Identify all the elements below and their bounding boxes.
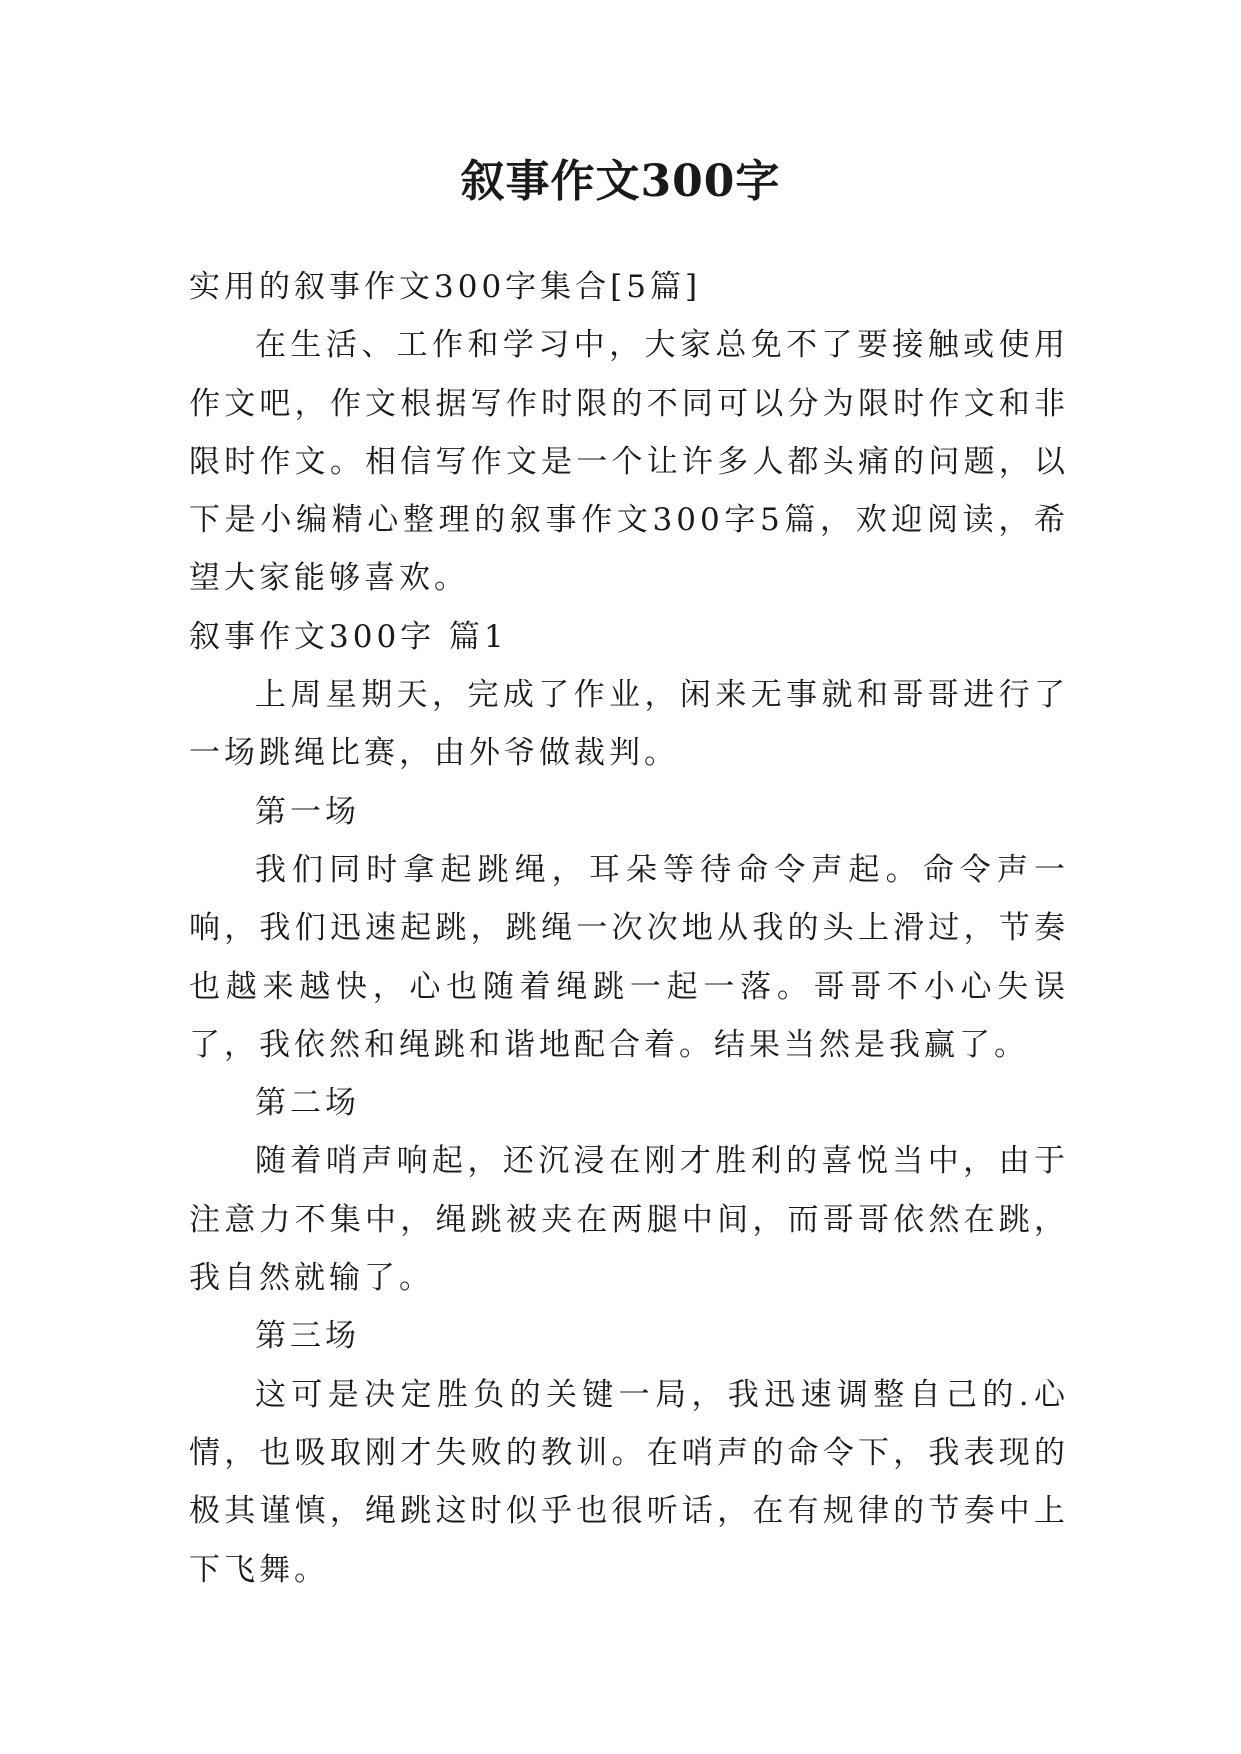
document-title: 叙事作文300字 (460, 156, 781, 207)
round-heading-2: 第二场 (255, 1085, 360, 1122)
essay-paragraph: 这可是决定胜负的关键一局，我迅速调整自己的.心情，也吸取刚才失败的教训。在哨声的命令下，我表现的极其谨慎，绳跳这时似乎也很听话，在有规律的节奏中上下飞舞。 (189, 1376, 1069, 1588)
essay-heading: 叙事作文300字 篇1 (189, 618, 508, 655)
essay-paragraph: 上周星期天，完成了作业，闲来无事就和哥哥进行了一场跳绳比赛，由外爷做裁判。 (189, 677, 1069, 772)
round-heading-3: 第三场 (255, 1318, 360, 1355)
round-heading-1: 第一场 (255, 793, 360, 830)
essay-paragraph: 随着哨声响起，还沉浸在刚才胜利的喜悦当中，由于注意力不集中，绳跳被夹在两腿中间，而哥哥依然在跳，我自然就输了。 (189, 1143, 1069, 1297)
document-body (189, 258, 1069, 1599)
collection-heading: 实用的叙事作文300字集合[5篇] (189, 269, 702, 305)
intro-paragraph: 在生活、工作和学习中，大家总免不了要接触或使用作文吧，作文根据写作时限的不同可以分为限时作文和非限时作文。相信写作文是一个让许多人都头痛的问题，以下是小编精心整理的叙事作文300字5篇，欢迎阅读，希望大家能够喜欢。 (189, 327, 1069, 597)
essay-paragraph: 我们同时拿起跳绳，耳朵等待命令声起。命令声一响，我们迅速起跳，跳绳一次次地从我的头上滑过，节奏也越来越快，心也随着绳跳一起一落。哥哥不小心失误了，我依然和绳跳和谐地配合着。结果当然是我赢了。 (189, 851, 1069, 1063)
